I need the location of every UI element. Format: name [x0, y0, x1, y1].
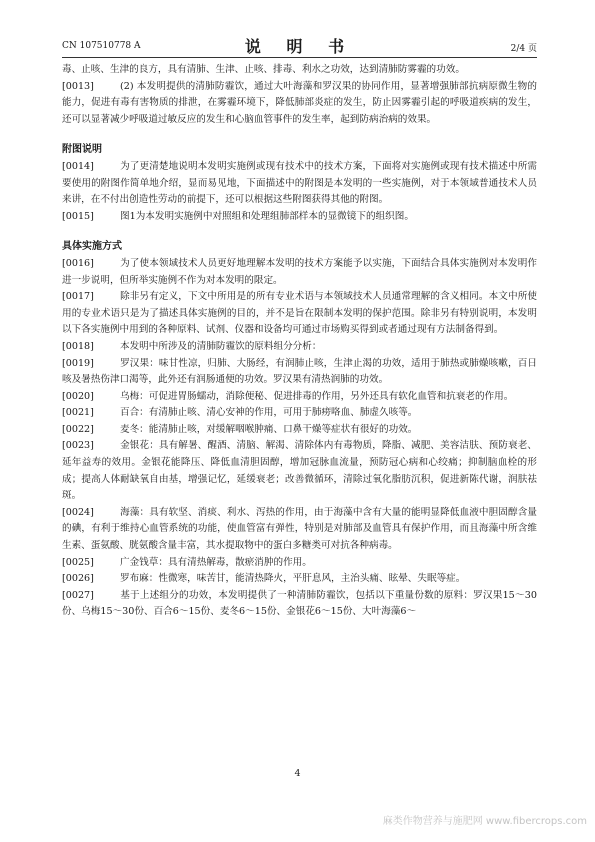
paragraph-text: 海藻：具有软坚、消痰、利水、泻热的作用，由于海藻中含有大量的能明显降低血液中胆固醇含量的碘，有利于维持心血管系统的功能，使血管富有弹性，特别是对肺部及血管具有保护作用，而且海藻中所含维生素、蛋氨酸、胱氨酸含量丰富，其水提取物中的蛋白多糖类可对抗各种病毒。 [62, 506, 537, 552]
paragraph-text: 基于上述组分的功效，本发明提供了一种清肺防霾饮，包括以下重量份数的原料：罗汉果15～30份、乌梅15～30份、百合6～15份、麦冬6～15份、金银花6～15份、大叶海藻6～ [62, 589, 537, 618]
paragraph-number: [0018] [62, 340, 94, 352]
publication-number: CN 107510778 A [62, 41, 141, 51]
paragraph-0022 [62, 422, 537, 439]
document-body [62, 62, 537, 621]
paragraph-0024 [62, 505, 537, 555]
paragraph-text: 为了更清楚地说明本发明实施例或现有技术中的技术方案，下面将对实施例或现有技术描述中所需要使用的附图作简单地介绍，显而易见地，下面描述中的附图是本发明的一些实施例，对于本领域普通技术人员来讲，在不付出创造性劳动的前提下，还可以根据这些附图获得其他的附图。 [62, 160, 537, 206]
paragraph-text: 麦冬：能清肺止咳，对缓解咽喉肿痛、口鼻干燥等症状有很好的功效。 [120, 423, 418, 435]
paragraph-text: 为了使本领域技术人员更好地理解本发明的技术方案能予以实施，下面结合具体实施例对本发明作进一步说明，但所举实施例不作为对本发明的限定。 [62, 257, 537, 286]
paragraph-number: [0016] [62, 257, 94, 269]
paragraph-number: [0022] [62, 423, 94, 435]
paragraph-text: 罗布麻：性微寒，味苦甘，能清热降火，平肝息风，主治头痛、眩晕、失眠等症。 [120, 573, 466, 585]
paragraph-text: (2) 本发明提供的清肺防霾饮，通过大叶海藻和罗汉果的协同作用，显著增强肺部抗病原微生物的能力，促进有毒有害物质的排泄，在雾霾环境下，降低肺部炎症的发生，防止因雾霾引起的呼吸道疾病的发生，还可以显著减少呼吸道过敏反应的发生和心脑血管事件的发生率，起到防病治病的效果。 [62, 80, 537, 125]
paragraph-continuation: 毒、止咳、生津的良方，具有清肺、生津、止咳、排毒、利水之功效，达到清肺防雾霾的功效。 [62, 64, 465, 75]
paragraph-0025 [62, 555, 537, 572]
paragraph-number: [0014] [62, 160, 94, 172]
paragraph-0013 [62, 79, 537, 129]
paragraph-0014 [62, 159, 537, 209]
page-title: 说 明 书 [244, 37, 355, 56]
paragraph-0016 [62, 256, 537, 289]
paragraph-0020 [62, 389, 537, 406]
paragraph-0026 [62, 571, 537, 588]
paragraph-text: 乌梅：可促进胃肠蠕动，消除便秘、促进排毒的作用，另外还具有软化血管和抗衰老的作用。 [120, 390, 514, 402]
paragraph-text: 广金钱草：具有清热解毒，散瘀消肿的作用。 [120, 556, 312, 568]
page-header [62, 34, 537, 56]
paragraph-0027 [62, 588, 537, 621]
paragraph-text: 百合：有清肺止咳、清心安神的作用，可用于肺痨咯血、肺虚久咳等。 [120, 407, 418, 419]
paragraph-0019 [62, 356, 537, 389]
paragraph-text: 本发明中所涉及的清肺防霾饮的原料组分分析： [120, 340, 322, 352]
paragraph-number: [0023] [62, 440, 94, 452]
paragraph-text: 除非另有定义，下文中所用是的所有专业术语与本领域技术人员通常理解的含义相同。本文中所使用的专业术语只是为了描述具体实施例的目的，并不是旨在限制本发明的保护范围。除非另有特别说明，本发明以下各实施例中用到的各种原料、试剂、仪器和设备均可通过市场购买得到或者通过现有方法制备得到。 [62, 291, 537, 336]
header-divider [62, 57, 537, 58]
paragraph-0021 [62, 405, 537, 422]
paragraph-number: [0020] [62, 390, 94, 402]
paragraph-number: [0021] [62, 407, 94, 419]
paragraph-0018 [62, 339, 537, 356]
paragraph-text: 金银花：具有解暑、醒酒、清脑、解渴、清除体内有毒物质，降脂、减肥、美容洁肤、预防衰老、延年益寿的效用。金银花能降压、降低血清胆固醇，增加冠脉血流量，预防冠心病和心绞痛；抑制脑血栓的形成；提高人体耐缺氧自由基，增强记忆，延缓衰老；改善微循环，清除过氧化脂肪沉积，促进新陈代谢，润肤祛斑。 [62, 440, 537, 502]
paragraph-number: [0017] [62, 291, 94, 303]
paragraph-0017 [62, 289, 537, 339]
paragraph-number: [0013] [62, 80, 94, 92]
section-heading-embodiments: 具体实施方式 [62, 241, 122, 253]
paragraph-0015 [62, 209, 537, 226]
paragraph-number: [0019] [62, 357, 94, 369]
paragraph-number: [0024] [62, 506, 94, 518]
paragraph-number: [0026] [62, 573, 94, 585]
paragraph-text: 罗汉果：味甘性凉，归肺、大肠经，有润肺止咳，生津止渴的功效，适用于肺热或肺燥咳嗽，百日咳及暑热伤津口渴等，此外还有润肠通便的功效。罗汉果有清热润肺的功效。 [62, 357, 537, 386]
paragraph-0023 [62, 438, 537, 504]
paragraph-text: 图1为本发明实施例中对照组和处理组肺部样本的显微镜下的组织图。 [120, 210, 414, 222]
paragraph-number: [0015] [62, 210, 94, 222]
paragraph-number: [0025] [62, 556, 94, 568]
page-info: 2/4 页 [510, 44, 537, 54]
paragraph-number: [0027] [62, 589, 94, 601]
section-heading-figures: 附图说明 [62, 144, 102, 156]
page-number: 4 [294, 768, 301, 779]
watermark: 麻类作物营养与施肥网 www.fibercrops.com [382, 816, 587, 827]
